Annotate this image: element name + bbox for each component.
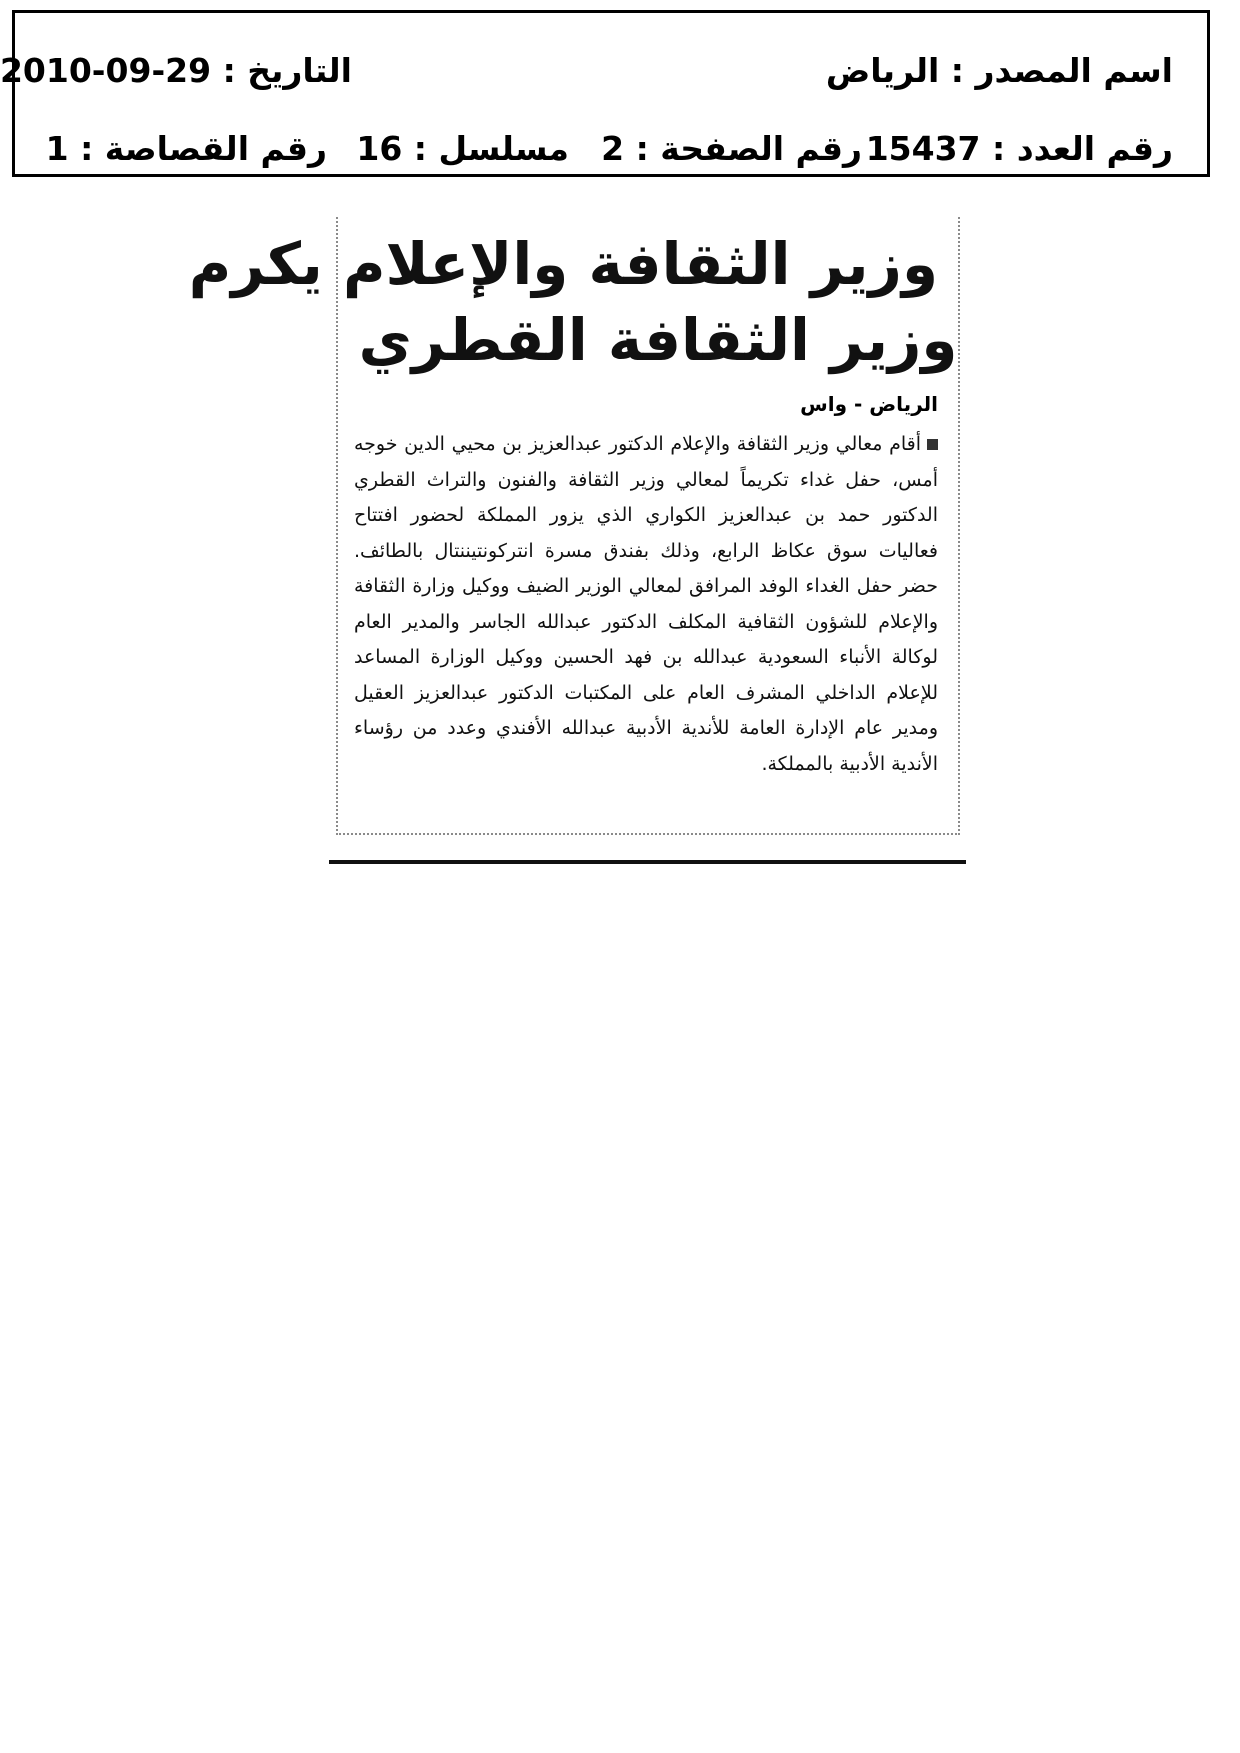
- page-number: رقم الصفحة : 2: [601, 129, 862, 168]
- article-body-container: [354, 427, 938, 782]
- headline-line-1: وزير الثقافة والإعلام يكرم: [188, 230, 938, 298]
- article-body: أقام معالي وزير الثقافة والإعلام الدكتور عبدالعزيز بن محيي الدين خوجه أمس، حفل غداء تكريماً لمعالي وزير الثقافة والفنون والتراث القطري الدكتور حمد بن عبدالعزيز الكواري الذي يزور المملكة لحضور افتتاح فعاليات سوق عكاظ الرابع، وذلك بفندق مسرة انتركونتيننتال بالطائف. حضر حفل الغداء الوفد المرافق لمعالي الوزير الضيف ووكيل وزارة الثقافة والإعلام للشؤون الثقافية المكلف الدكتور عبدالله الجاسر والمدير العام لوكالة الأنباء السعودية عبدالله بن فهد الحسين ووكيل الوزارة المساعد للإعلام الداخلي المشرف العام على المكتبات الدكتور عبدالعزيز العقيل ومدير عام الإدارة العامة للأندية الأدبية عبدالله الأفندي وعدد من رؤساء الأندية الأدبية بالمملكة.: [354, 433, 938, 775]
- dateline: الرياض - واس: [800, 392, 938, 416]
- source-name: اسم المصدر : الرياض: [825, 51, 1173, 90]
- date: التاريخ : 29-09-2010: [0, 51, 352, 90]
- clipping-header: [0, 10, 1210, 177]
- serial-number: مسلسل : 16: [356, 129, 569, 168]
- bottom-rule: [329, 860, 966, 864]
- headline-line-2: وزير الثقافة القطري: [358, 306, 958, 374]
- bullet-square-icon: [927, 439, 938, 450]
- newspaper-clipping: [188, 217, 960, 835]
- issue-number: رقم العدد : 15437: [865, 129, 1173, 168]
- clipping-number: رقم القصاصة : 1: [45, 129, 327, 168]
